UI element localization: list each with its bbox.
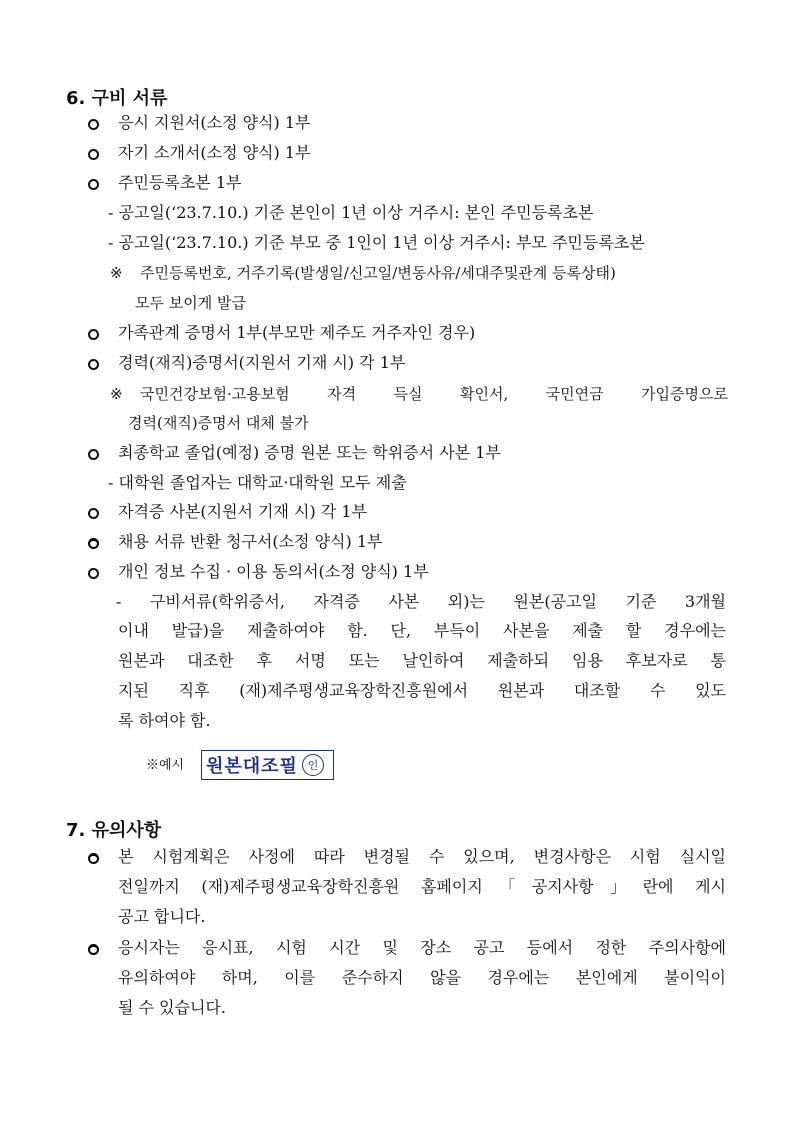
sub-resident-parent: - 공고일(‘23.7.10.) 기준 부모 중 1인이 1년 이상 거주시: 부모 주민등록초본 — [108, 233, 645, 252]
notice-plan-line-1: 본 시험계획은 사정에 따라 변경될 수 있으며, 변경사항은 시험 실시일 — [118, 847, 726, 866]
section-6-title: 6. 구비 서류 — [66, 88, 168, 109]
note-career-line-1: 국민건강보험·고용보험 자격 득실 확인서, 국민연금 가입증명으로 — [140, 385, 728, 403]
note-resident-line-2: 모두 보이게 발급 — [135, 294, 246, 312]
sub-original-line-1: - 구비서류(학위증서, 자격증 사본 외)는 원본(공고일 기준 3개월 — [116, 592, 726, 611]
seal-icon: 인 — [302, 754, 324, 776]
bullet-circle-icon — [88, 149, 99, 160]
note-resident-line-1: 주민등록번호, 거주기록(발생일/신고일/변동사유/세대주및관계 등록상태) — [140, 264, 616, 282]
item-career-certificate: 경력(재직)증명서(지원서 기재 시) 각 1부 — [118, 353, 406, 372]
note-mark-resident: ※ — [110, 264, 123, 282]
notice-plan-line-3: 공고 합니다. — [118, 907, 206, 926]
bullet-circle-icon — [88, 449, 99, 460]
stamp-text: 원본대조필 — [206, 756, 298, 777]
item-family-certificate: 가족관계 증명서 1부(부모만 제주도 거주자인 경우) — [118, 323, 476, 342]
item-self-introduction: 자기 소개서(소정 양식) 1부 — [118, 143, 311, 162]
note-career-line-2: 경력(재직)증명서 대체 불가 — [128, 414, 309, 432]
bullet-circle-icon — [88, 359, 99, 370]
sub-graduate-school: - 대학원 졸업자는 대학교·대학원 모두 제출 — [108, 473, 407, 492]
item-license-copy: 자격증 사본(지원서 기재 시) 각 1부 — [118, 502, 368, 521]
bullet-circle-icon — [88, 329, 99, 340]
item-document-return-request: 채용 서류 반환 청구서(소정 양식) 1부 — [118, 532, 383, 551]
bullet-circle-icon — [88, 538, 99, 549]
original-verified-stamp — [201, 750, 334, 780]
notice-applicant-line-3: 될 수 있습니다. — [118, 998, 226, 1017]
item-resident-record: 주민등록초본 1부 — [118, 173, 242, 192]
item-privacy-consent: 개인 정보 수집 · 이용 동의서(소정 양식) 1부 — [118, 562, 429, 581]
bullet-circle-icon — [88, 944, 99, 955]
bullet-circle-icon — [88, 119, 99, 130]
bullet-circle-icon — [88, 179, 99, 190]
bullet-circle-icon — [88, 853, 99, 864]
notice-applicant-line-1: 응시자는 응시표, 시험 시간 및 장소 공고 등에서 정한 주의사항에 — [118, 938, 726, 957]
sub-original-line-3: 원본과 대조한 후 서명 또는 날인하여 제출하되 임용 후보자로 통 — [118, 651, 726, 670]
sub-original-line-5: 록 하여야 함. — [118, 711, 211, 730]
item-graduation-certificate: 최종학교 졸업(예정) 증명 원본 또는 학위증서 사본 1부 — [118, 443, 501, 462]
sub-resident-self: - 공고일(‘23.7.10.) 기준 본인이 1년 이상 거주시: 본인 주민등록초본 — [108, 203, 594, 222]
sub-original-line-4: 지된 직후 (재)제주평생교육장학진흥원에서 원본과 대조할 수 있도 — [118, 681, 726, 700]
notice-applicant-line-2: 유의하여야 하며, 이를 준수하지 않을 경우에는 본인에게 불이익이 — [118, 968, 726, 987]
bullet-circle-icon — [88, 508, 99, 519]
note-mark-career: ※ — [110, 385, 123, 403]
item-application-form: 응시 지원서(소정 양식) 1부 — [118, 113, 311, 132]
bullet-circle-icon — [88, 568, 99, 579]
stamp-example-label: ※예시 — [146, 758, 185, 773]
section-7-title: 7. 유의사항 — [66, 820, 162, 841]
notice-plan-line-2: 전일까지 (재)제주평생교육장학진흥원 홈페이지「공지사항」란에 게시 — [118, 877, 726, 896]
sub-original-line-2: 이내 발급)을 제출하여야 함. 단, 부득이 사본을 제출 할 경우에는 — [118, 621, 726, 640]
